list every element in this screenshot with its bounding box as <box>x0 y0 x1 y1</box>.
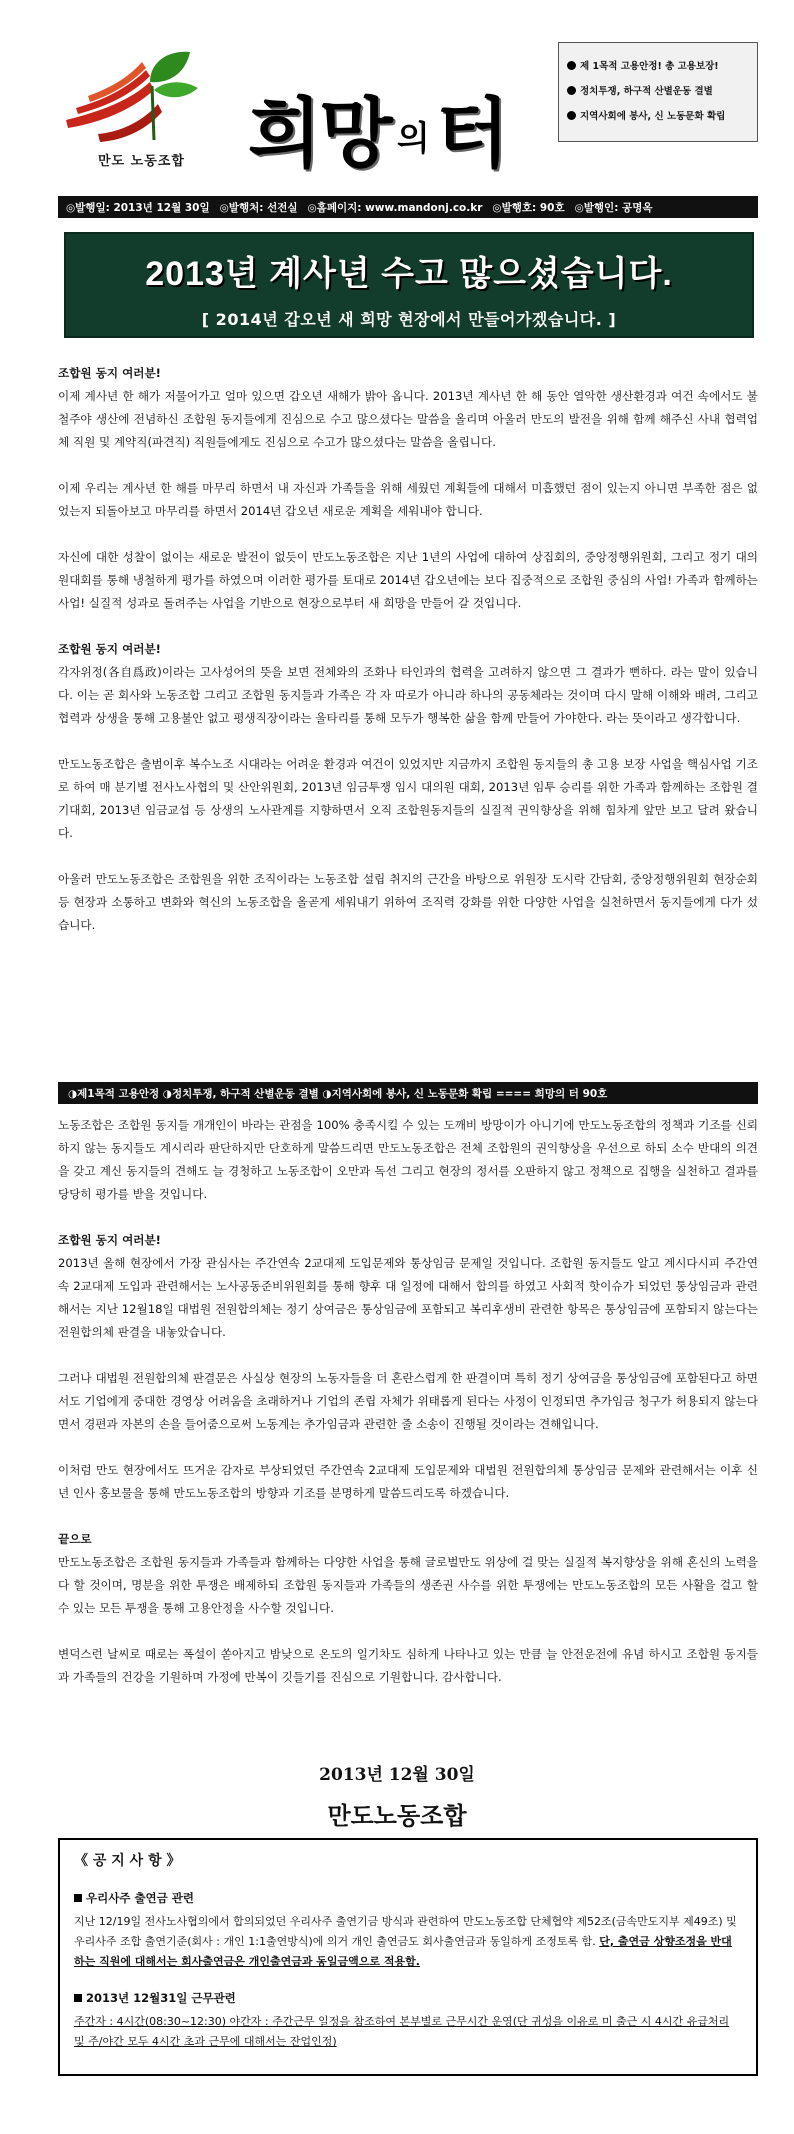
article-paragraph: 2013년 올해 현장에서 가장 관심사는 주간연속 2교대제 도입문제와 통상임금 문제일 것입니다. 조합원 동지들도 알고 계시다시피 주간연속 2교대제 도입과 관련해서는 노사공동준비위원회를 통해 향후 대 일정에 대해서 합의를 하였고 사회적 핫이슈가 되었던 통상임금과 관련해서는 지난 12월18일 대법원 전원합의체는 정기 상여금은 통상임금에 포함되고 복리후생비 관련한 항목은 통상임금에 포함되지 않는다는 전원합의체 판결을 내놓았습니다. <box>58 1256 758 1339</box>
slogan-item: 지역사회에 봉사, 신 노동문화 확립 <box>567 108 749 122</box>
article-heading: 조합원 동지 여러분! <box>58 642 161 656</box>
notice-text: 지난 12/19일 전사노사협의에서 합의되었던 우리사주 출연기금 방식과 관련하여 만도노동조합 단체협약 제52조(금속만도지부 제49조) 및 우리사주 조합 출연기준(회사 : 개인 1:1출연방식)에 의거 개인 출연금도 회사출연금과 동일하게 조정토록 함. <box>74 1915 737 1948</box>
pub-issuer: ◎발행인: 공명옥 <box>574 201 653 214</box>
article-paragraph: 그러나 대법원 전원합의체 판결문은 사실상 현장의 노동자들을 더 혼란스럽게 한 판결이며 특히 정기 상여금을 통상임금에 포함된다고 하면서도 기업에게 중대한 경영상 어려움을 초래하거나 기업의 존립 자체가 위태롭게 된다는 사정이 인정되면 추가임금 청구가 허용되지 않는다면서 경편과 자본의 손을 들어줌으로써 노동계는 추가임금과 관련한 줄 소송이 진행될 것이라는 견해입니다. <box>58 1371 758 1431</box>
union-name: 만도 노동조합 <box>98 154 185 169</box>
newsletter-title <box>248 62 508 178</box>
union-logo <box>58 42 208 152</box>
title-connector: 의 <box>396 119 430 159</box>
notice-heading: 2013년 12월31일 근무관련 <box>86 1991 236 2005</box>
pub-homepage[interactable]: ◎홈페이지: www.mandonj.co.kr <box>307 201 483 214</box>
publication-info-bar <box>58 196 758 218</box>
closing-date: 2013년 12월 30일 <box>319 1765 475 1785</box>
article-paragraph: 이제 계사년 한 해가 저물어가고 얼마 있으면 갑오년 새해가 밝아 옵니다. 2013년 계사년 한 해 동안 열악한 생산환경과 여건 속에서도 불철주야 생산에 전념하신 조합원 동지들에게 진심으로 수고 많으셨다는 말씀을 올리며 아울러 만도의 발전을 위해 함께 해주신 사내 협력업체 직원 및 계약직(파견직) 직원들에게도 진심으로 수고가 많으셨다는 말씀을 올립니다. <box>58 389 758 449</box>
article-paragraph: 변덕스런 날씨로 때로는 폭설이 쏟아지고 밤낮으로 온도의 일기차도 심하게 나타나고 있는 만큼 늘 안전운전에 유념 하시고 조합원 동지들과 가족들의 건강을 기원하며 가정에 만복이 깃들기를 진심으로 기원합니다. 감사합니다. <box>58 1647 758 1684</box>
square-bullet-icon <box>74 1994 82 2002</box>
bullet-icon <box>567 86 576 95</box>
article-heading: 조합원 동지 여러분! <box>58 1233 161 1247</box>
slogan-item: 정치투쟁, 하구적 산별운동 결별 <box>567 83 749 97</box>
slogan-item: 제 1목적 고용안정! 총 고용보장! <box>567 58 749 72</box>
banner-title: 2013년 계사년 수고 많으셨습니다. <box>145 255 673 293</box>
closing-signature: 만도노동조합 <box>327 1801 467 1830</box>
masthead <box>58 42 758 182</box>
square-bullet-icon <box>74 1894 82 1902</box>
article-heading: 조합원 동지 여러분! <box>58 366 161 380</box>
bullet-icon <box>567 111 576 120</box>
title-part2: 터 <box>435 89 508 178</box>
pub-issue: ◎발행호: 90호 <box>492 201 565 214</box>
article-paragraph: 자신에 대한 성찰이 없이는 새로운 발전이 없듯이 만도노동조합은 지난 1년의 사업에 대하여 상집회의, 중앙정행위원회, 그리고 정기 대의원대회를 통해 냉철하게 평가를 하였으며 이러한 평가를 토대로 2014년 갑오년에는 보다 집중적으로 조합원 중심의 사업! 가족과 함께하는 사업! 실질적 성과로 돌려주는 사업을 기반으로 현장으로부터 새 희망을 만들어 갈 것입니다. <box>58 550 758 610</box>
article-paragraph: 노동조합은 조합원 동지들 개개인이 바라는 관점을 100% 충족시킬 수 있는 도깨비 방망이가 아니기에 만도노동조합의 정책과 기조를 신뢰하지 않는 동지들도 계시리라 판단하지만 단호하게 말씀드리면 만도노동조합은 전체 조합원의 권익향상을 우선으로 하되 소수 반대의 의견을 갖고 계신 동지들의 견해도 늘 경청하고 노동조합이 오만과 독선 그리고 현장의 정서를 오판하지 않고 정책으로 집행을 실천하고 결과를 당당히 평가를 받을 것입니다. <box>58 1118 758 1201</box>
article-paragraph: 각자위정(各自爲政)이라는 고사성어의 뜻을 보면 전체와의 조화나 타인과의 협력을 고려하지 않으면 그 결과가 뻔하다. 라는 말이 있습니다. 이는 곧 회사와 노동조합 그리고 조합원 동지들과 가족은 각 자 따로가 아니라 하나의 공동체라는 것이며 다시 말해 이해와 배려, 그리고 협력과 상생을 통해 고용불안 없고 평생직장이라는 울타리를 통해 모두가 행복한 삶을 함께 만들어 가야한다. 라는 뜻이라고 생각합니다. <box>58 665 758 725</box>
banner-subtitle: [ 2014년 갑오년 새 희망 현장에서 만들어가겠습니다. ] <box>201 310 617 329</box>
notice-section <box>74 1888 742 2052</box>
article-heading: 끝으로 <box>58 1532 92 1546</box>
bullet-icon <box>567 61 576 70</box>
notice-box <box>58 1838 758 2076</box>
article-2 <box>58 1114 758 1689</box>
article-paragraph: 이처럼 만도 현장에서도 뜨거운 감자로 부상되었던 주간연속 2교대제 도입문제와 대법원 전원합의체 통상임금 문제와 관련해서는 이후 신년 인사 홍보물을 통해 만도노동조합의 방향과 기조를 분명하게 말씀드리도록 하겠습니다. <box>58 1463 758 1500</box>
article-1 <box>58 362 758 937</box>
notice-text: 주간자 : 4시간(08:30~12:30) 야간자 : 주간근무 일정을 참조하여 본부별로 근무시간 운영(단 귀성을 이유로 미 출근 시 4시간 유급처리 및 주/야간 모두 4시간 초과 근무에 대해서는 잔업인정) <box>74 2015 730 2048</box>
slogan-bar: ◑제1목적 고용안정 ◑정치투쟁, 하구적 산별운동 결별 ◑지역사회에 봉사, 신 노동문화 확립 ==== 희망의 터 90호 <box>58 1082 758 1104</box>
article-paragraph: 만도노동조합은 출범이후 복수노조 시대라는 어려운 환경과 여건이 있었지만 지금까지 조합원 동지들의 총 고용 보장 사업을 핵심사업 기조로 하여 매 분기별 전사노사협의 및 산안위원회, 2013년 임금투쟁 임시 대의원 대회, 2013년 임투 승리를 위한 가족과 함께하는 조합원 결기대회, 2013년 임금교섭 등 상생의 노사관계를 지향하면서 오직 조합원동지들의 실질적 권익향상을 위해 힘차게 앞만 보고 달려 왔습니다. <box>58 757 758 840</box>
notice-heading: 우리사주 출연금 관련 <box>86 1891 194 1905</box>
pub-publisher: ◎발행처: 선전실 <box>219 201 298 214</box>
pub-date: ◎발행일: 2013년 12월 30일 <box>66 201 210 214</box>
title-part1: 희망 <box>248 89 391 178</box>
article-paragraph: 아울러 만도노동조합은 조합원을 위한 조직이라는 노동조합 설립 취지의 근간을 바탕으로 위원장 도시락 간담회, 중앙정행위원회 현장순회 등 현장과 소통하고 변화와 혁신의 노동조합을 올곧게 세워내기 위하여 조직력 강화를 위한 다양한 사업을 실천하면서 동지들에게 다가 섰습니다. <box>58 872 758 932</box>
slogan-box <box>558 42 758 142</box>
article-paragraph: 이제 우리는 계사년 한 해를 마무리 하면서 내 자신과 가족들을 위해 세웠던 계획들에 대해서 미흡했던 점이 있는지 아니면 부족한 점은 없었는지 되돌아보고 마무리를 하면서 2014년 갑오년 새로운 계획을 세워내야 합니다. <box>58 481 758 518</box>
notice-title: 《 공 지 사 항 》 <box>74 1853 181 1869</box>
notice-emphasis: 단, 출연금 상향조정을 반대하는 직원에 대해서는 회사출연금은 개인출연금과 동일금액으로 적용함. <box>74 1935 732 1968</box>
headline-banner <box>64 232 754 338</box>
article-paragraph: 만도노동조합은 조합원 동지들과 가족들과 함께하는 다양한 사업을 통해 글로벌만도 위상에 걸 맞는 실질적 복지향상을 위해 혼신의 노력을 다 할 것이며, 명분을 위한 투쟁은 배제하되 조합원 동지들과 가족들의 생존권 사수를 위한 투쟁에는 만도노동조합의 모든 사활을 걸고 할 수 있는 모든 투쟁을 통해 고용안정을 사수할 것입니다. <box>58 1555 758 1615</box>
